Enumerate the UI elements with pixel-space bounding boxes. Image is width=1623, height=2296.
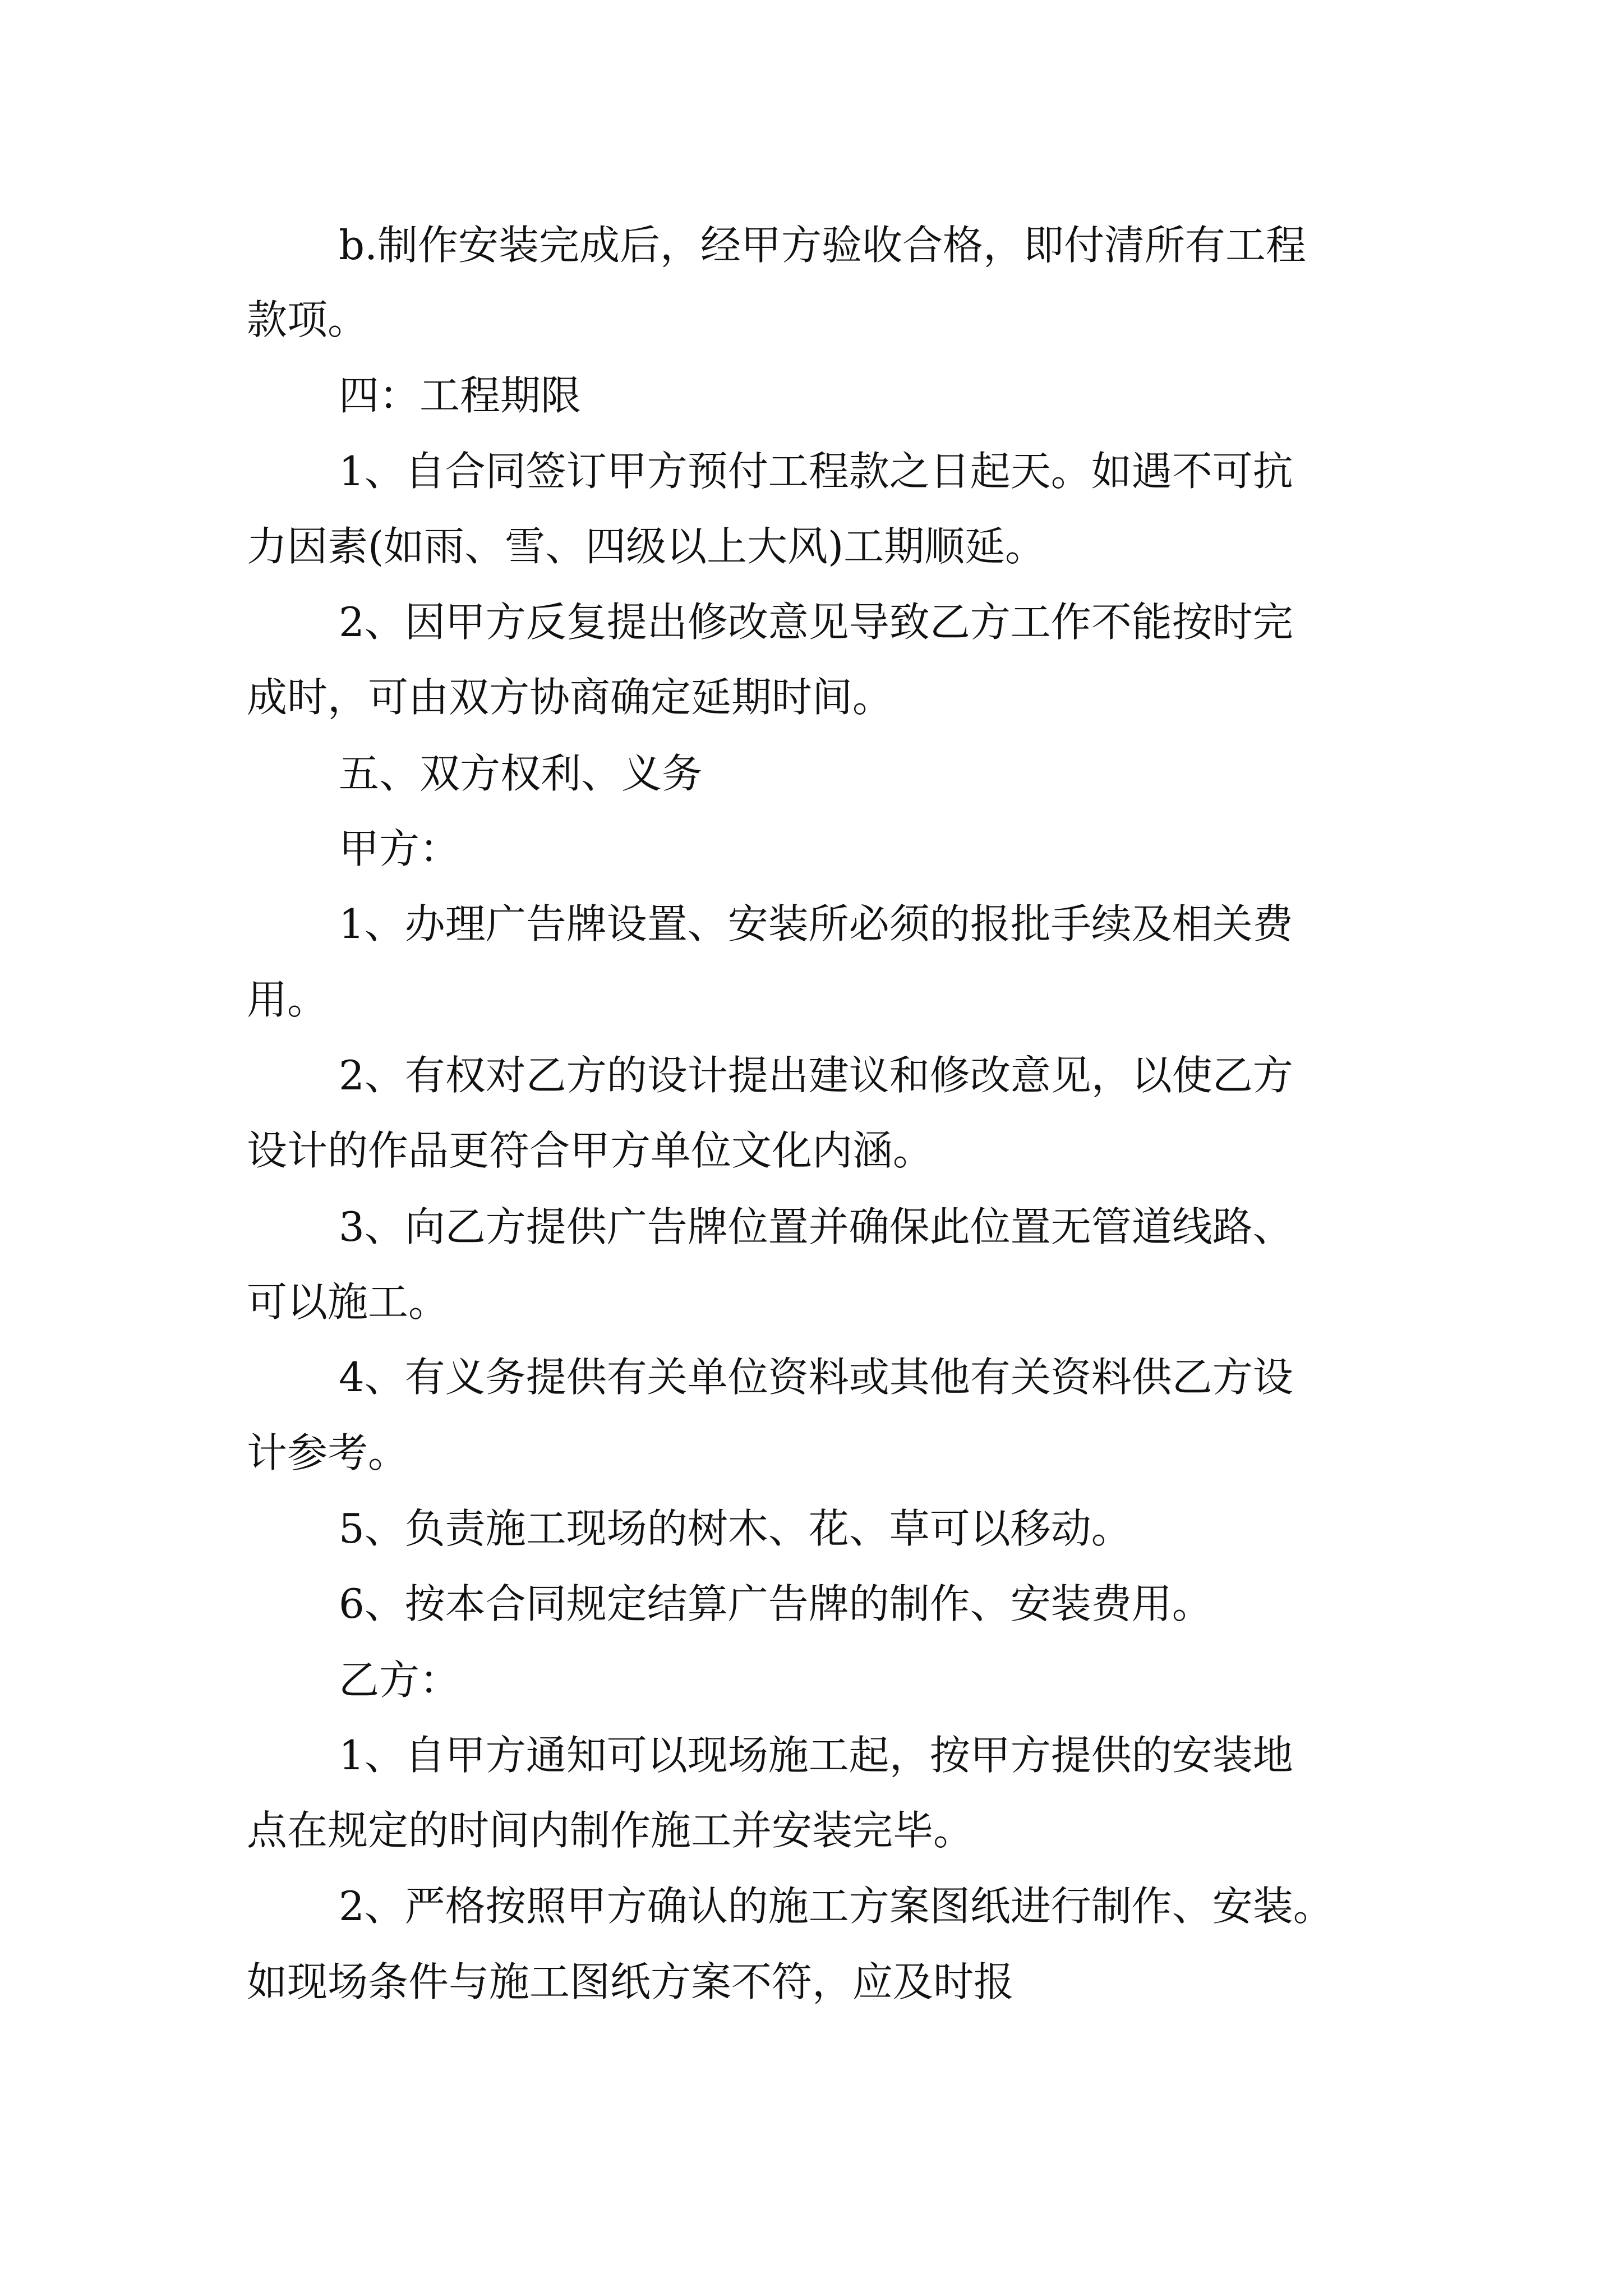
text-line: 设计的作品更符合甲方单位文化内涵。 xyxy=(247,1127,934,1174)
text-line: 2、有权对乙方的设计提出建议和修改意见，以使乙方 xyxy=(339,1052,1293,1099)
section-heading: 四：工程期限 xyxy=(339,372,582,419)
text-line: 4、有义务提供有关单位资料或其他有关资料供乙方设 xyxy=(339,1354,1293,1401)
text-line: 用。 xyxy=(247,976,328,1023)
text-line: 款项。 xyxy=(247,296,368,343)
text-line: 5、负责施工现场的树木、花、草可以移动。 xyxy=(339,1505,1132,1552)
text-line: 2、严格按照甲方确认的施工方案图纸进行制作、安装。 xyxy=(339,1883,1334,1930)
text-line: 可以施工。 xyxy=(247,1278,449,1326)
text-line: 1、自甲方通知可以现场施工起，按甲方提供的安装地 xyxy=(339,1732,1293,1779)
text-line: 2、因甲方反复提出修改意见导致乙方工作不能按时完 xyxy=(339,599,1293,646)
text-line: 1、自合同签订甲方预付工程款之日起天。如遇不可抗 xyxy=(339,448,1293,495)
text-line: 1、办理广告牌设置、安装所必须的报批手续及相关费 xyxy=(339,900,1293,947)
text-line: 点在规定的时间内制作施工并安装完毕。 xyxy=(247,1807,974,1854)
text-line: 计参考。 xyxy=(247,1429,409,1476)
text-line: b.制作安装完成后，经甲方验收合格，即付清所有工程 xyxy=(339,222,1306,269)
party-heading: 乙方： xyxy=(339,1657,460,1704)
text-line: 3、向乙方提供广告牌位置并确保此位置无管道线路、 xyxy=(339,1203,1293,1250)
text-line: 力因素(如雨、雪、四级以上大风)工期顺延。 xyxy=(247,523,1046,570)
party-heading: 甲方： xyxy=(339,825,460,872)
text-line: 如现场条件与施工图纸方案不符，应及时报 xyxy=(247,1958,1015,2005)
text-line: 成时，可由双方协商确定延期时间。 xyxy=(247,674,893,721)
text-line: 6、按本合同规定结算广告牌的制作、安装费用。 xyxy=(339,1580,1212,1627)
section-heading: 五、双方权利、义务 xyxy=(339,750,703,797)
